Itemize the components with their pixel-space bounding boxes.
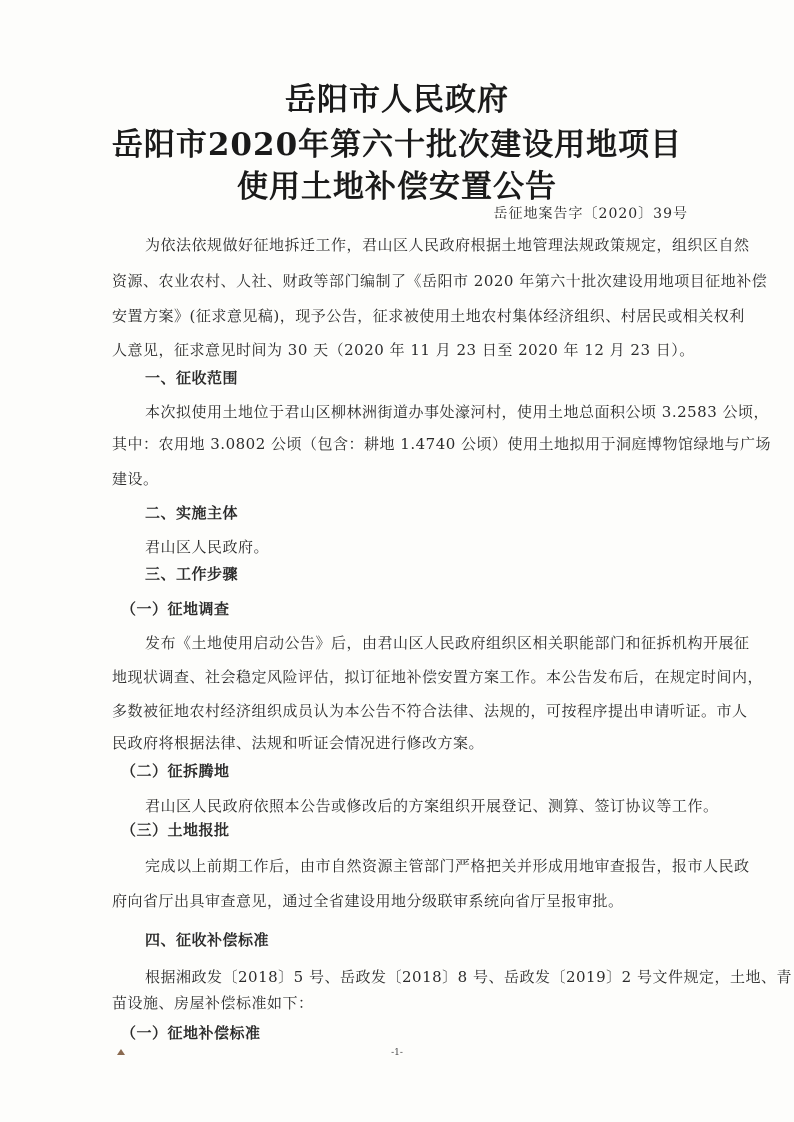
subsection-heading: （一）征地调查 [121,600,230,618]
paragraph-line: 根据湘政发〔2018〕5 号、岳政发〔2018〕8 号、岳政发〔2019〕2 号文件规定，土地、青 [145,968,792,986]
paragraph-line: 完成以上前期工作后，由市自然资源主管部门严格把关并形成用地审查报告，报市人民政 [145,857,750,875]
paragraph-line: 发布《土地使用启动公告》后，由君山区人民政府组织区相关职能部门和征拆机构开展征 [145,634,750,652]
title-line-2: 岳阳市2020年第六十批次建设用地项目 [111,127,683,163]
page-number: -1- [391,1048,403,1058]
paragraph-line: 苗设施、房屋补偿标准如下： [112,994,314,1012]
paragraph-line: 多数被征地农村经济组织成员认为本公告不符合法律、法规的，可按程序提出申请听证。市人 [112,702,748,720]
section-heading: 三、工作步骤 [145,565,239,583]
section-heading: 四、征收补偿标准 [145,931,270,949]
section-heading: 一、征收范围 [145,369,239,387]
document-number: 岳征地案告字〔2020〕39号 [493,206,688,222]
paragraph-line: 建设。 [112,470,159,488]
subsection-heading: （一）征地补偿标准 [121,1024,261,1042]
paragraph-line: 府向省厅出具审查意见，通过全省建设用地分级联审系统向省厅呈报审批。 [112,892,624,910]
paragraph-line: 为依法依规做好征地拆迁工作，君山区人民政府根据土地管理法规政策规定，组织区自然 [145,236,750,254]
section-heading: 二、实施主体 [145,504,239,522]
paragraph-line: 其中：农用地 3.0802 公顷（包含：耕地 1.4740 公顷）使用土地拟用于洞庭博物馆绿地与广场 [112,435,772,453]
paragraph-line: 人意见，征求意见时间为 30 天（2020 年 11 月 23 日至 2020 年 12 月 23 日）。 [112,341,695,359]
subsection-heading: （二）征拆腾地 [121,762,230,780]
paragraph-line: 安置方案》(征求意见稿)，现予公告，征求被使用土地农村集体经济组织、村居民或相关权利 [112,307,745,325]
paragraph-line: 地现状调查、社会稳定风险评估，拟订征地补偿安置方案工作。本公告发布后，在规定时间内， [112,668,764,686]
paragraph-line: 本次拟使用土地位于君山区柳林洲街道办事处濠河村，使用土地总面积公顷 3.2583 公顷， [145,403,770,421]
title-line-3: 使用土地补偿安置公告 [237,169,557,205]
paragraph-line: 君山区人民政府。 [145,538,270,556]
paragraph-line: 民政府将根据法律、法规和听证会情况进行修改方案。 [112,734,485,752]
paragraph-line: 君山区人民政府依照本公告或修改后的方案组织开展登记、测算、签订协议等工作。 [145,797,719,815]
paragraph-line: 资源、农业农村、人社、财政等部门编制了《岳阳市 2020 年第六十批次建设用地项目征地补偿 [112,272,768,290]
subsection-heading: （三）土地报批 [121,821,230,839]
title-line-1: 岳阳市人民政府 [285,82,509,118]
